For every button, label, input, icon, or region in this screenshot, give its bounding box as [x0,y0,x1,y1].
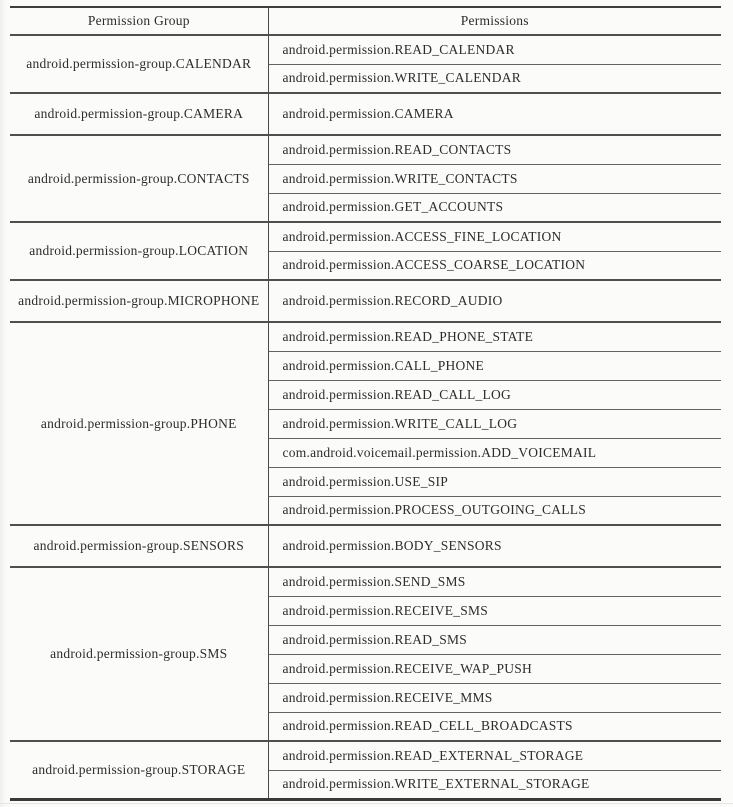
table-row [10,567,721,596]
permission-cell: android.permission.CALL_PHONE [268,351,721,380]
table-body [10,35,721,799]
permission-cell: android.permission.READ_CALENDAR [268,35,721,64]
scan-shadow-line [0,803,733,804]
permission-group-cell: android.permission-group.CAMERA [10,93,268,135]
table-row [10,322,721,351]
permission-group-cell: android.permission-group.MICROPHONE [10,280,268,322]
permission-cell: android.permission.WRITE_EXTERNAL_STORAGE [268,770,721,799]
permission-cell: android.permission.USE_SIP [268,467,721,496]
permission-group-cell: android.permission-group.STORAGE [10,741,268,799]
permission-cell: android.permission.READ_SMS [268,625,721,654]
permission-cell: android.permission.READ_CELL_BROADCASTS [268,712,721,741]
table-header [10,7,721,35]
table-row [10,280,721,322]
permission-cell: android.permission.READ_PHONE_STATE [268,322,721,351]
permission-cell: android.permission.CAMERA [268,93,721,135]
permission-cell: android.permission.ACCESS_FINE_LOCATION [268,222,721,251]
permission-cell: android.permission.WRITE_CALL_LOG [268,409,721,438]
column-header-permissions: Permissions [268,7,721,35]
table-row [10,525,721,567]
permission-cell: android.permission.ACCESS_COARSE_LOCATION [268,251,721,280]
permission-cell: android.permission.SEND_SMS [268,567,721,596]
permission-group-cell: android.permission-group.SMS [10,567,268,741]
permission-cell: android.permission.RECEIVE_MMS [268,683,721,712]
permission-group-cell: android.permission-group.CONTACTS [10,135,268,222]
table-row [10,35,721,64]
permission-cell: android.permission.RECORD_AUDIO [268,280,721,322]
permission-cell: android.permission.WRITE_CONTACTS [268,164,721,193]
permission-group-cell: android.permission-group.PHONE [10,322,268,525]
table-row [10,135,721,164]
permission-cell: android.permission.WRITE_CALENDAR [268,64,721,93]
permission-cell: android.permission.RECEIVE_SMS [268,596,721,625]
permission-cell: android.permission.PROCESS_OUTGOING_CALLS [268,496,721,525]
permission-group-cell: android.permission-group.SENSORS [10,525,268,567]
permission-cell: android.permission.READ_EXTERNAL_STORAGE [268,741,721,770]
permission-cell: android.permission.READ_CONTACTS [268,135,721,164]
table-row [10,93,721,135]
permission-group-cell: android.permission-group.CALENDAR [10,35,268,93]
permission-cell: android.permission.RECEIVE_WAP_PUSH [268,654,721,683]
permission-cell: android.permission.READ_CALL_LOG [268,380,721,409]
permission-cell: com.android.voicemail.permission.ADD_VOICEMAIL [268,438,721,467]
table-row [10,222,721,251]
table-row [10,741,721,770]
permission-cell: android.permission.BODY_SENSORS [268,525,721,567]
header-row [10,7,721,35]
permission-group-cell: android.permission-group.LOCATION [10,222,268,280]
column-header-permission-group: Permission Group [10,7,268,35]
android-permissions-table [10,6,721,801]
permission-cell: android.permission.GET_ACCOUNTS [268,193,721,222]
